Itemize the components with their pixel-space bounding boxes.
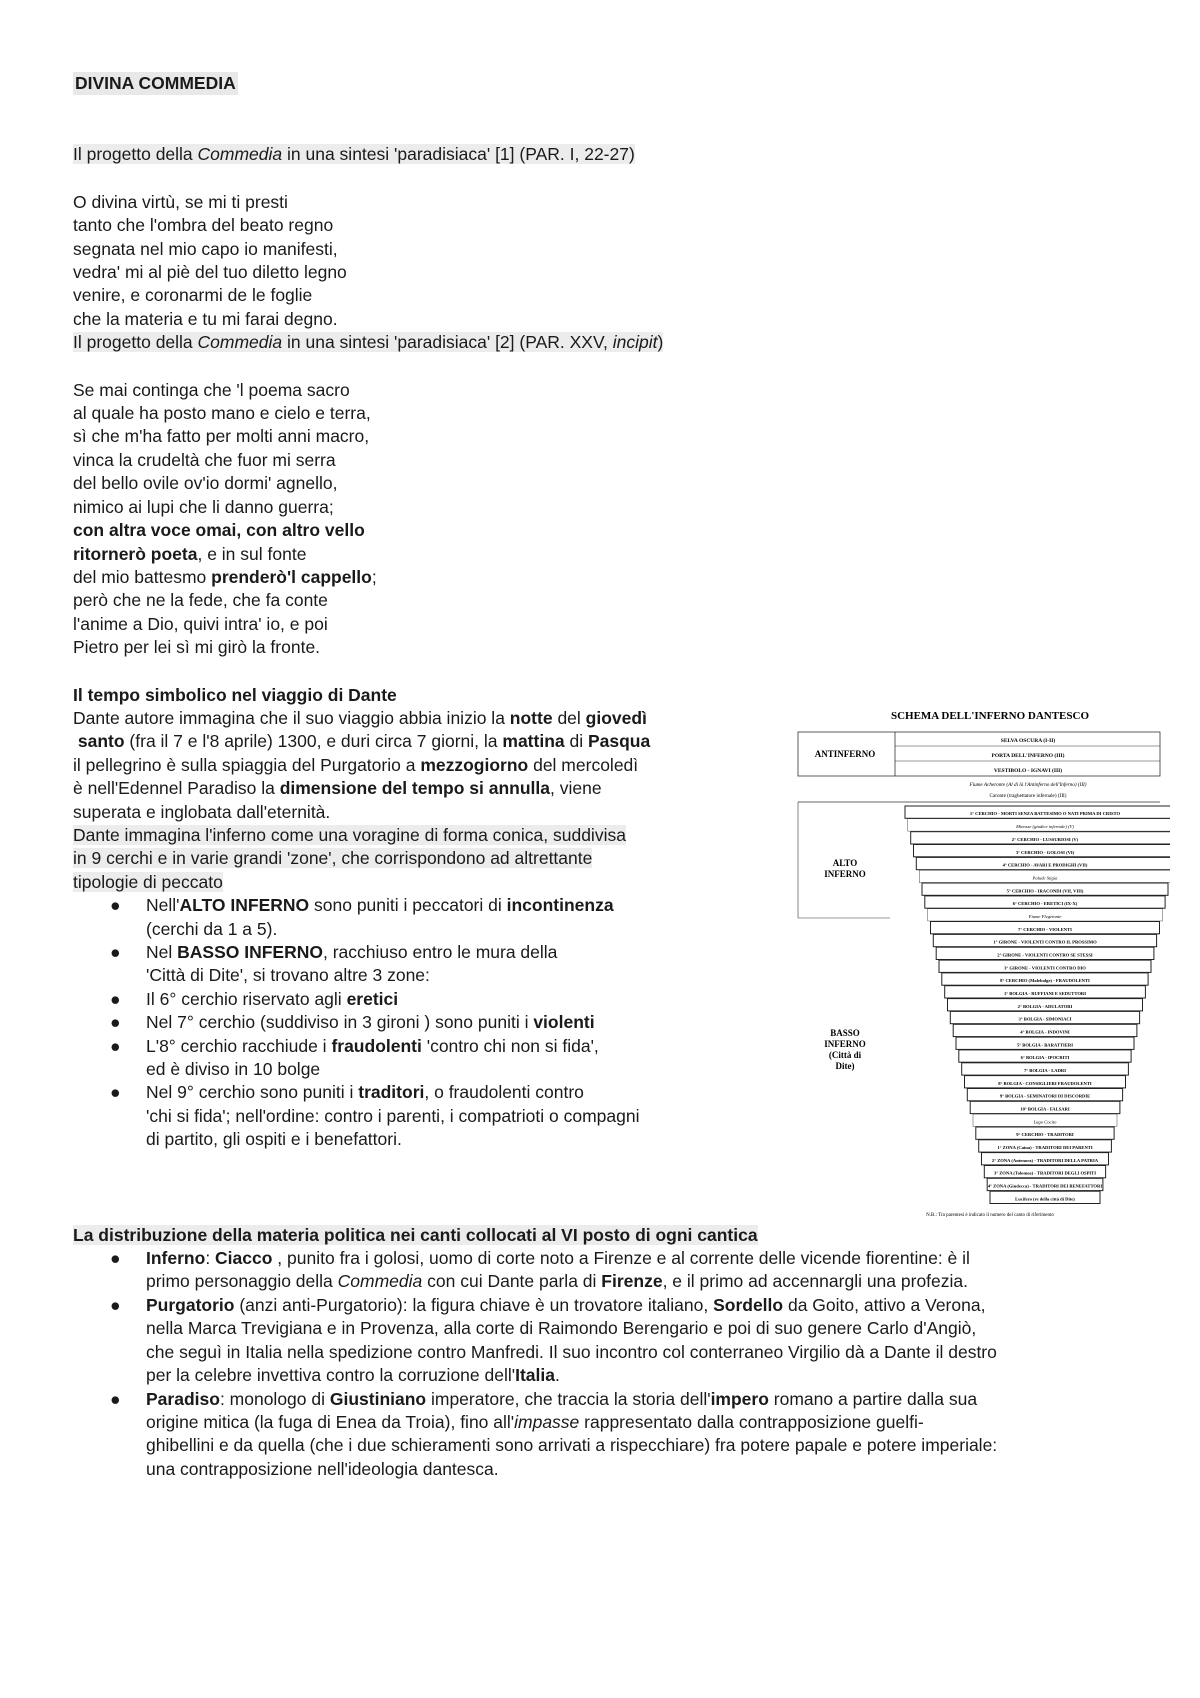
- funnel-level-label: 5° BOLGIA - BARATTIERI: [1017, 1042, 1073, 1048]
- list-item: ● Purgatorio (anzi anti-Purgatorio): la figura chiave è un trovatore italiano, Sordello da Goito, attivo a Verona, nella Marca Trevigiana e in Provenza, alla corte di Raimondo Berengario e poi di suo genere Carlo d'Angiò, che seguì in Italia nella spedizione contro Manfredi. Il suo incontro col conterraneo Virgilio dà a Dante il destro per la celebre invettiva contro la corruzione dell'Italia.: [110, 1294, 997, 1386]
- verse: al quale ha posto mano e cielo e terra,: [73, 403, 371, 424]
- paragraph-line: superata e inglobata dall'eternità.: [73, 801, 331, 822]
- verse: vedra' mi al piè del tuo diletto legno: [73, 262, 347, 283]
- paragraph-line: Dante immagina l'inferno come una voragine di forma conica, suddivisa: [73, 824, 626, 845]
- antinferno-row: PORTA DELL'INFERNO (III): [991, 753, 1065, 759]
- funnel-level-label: 3° ZONA (Tolomea) - TRADITORI DEGLI OSPITI: [993, 1170, 1097, 1176]
- inferno-bullet-list: [73, 894, 773, 1151]
- bullet-icon: ●: [110, 988, 121, 1009]
- funnel-level-label: 8° CERCHIO (Malebolge) - FRAUDOLENTI: [1000, 978, 1090, 984]
- funnel-level-label: Lucifero (re della città di Dite): [1015, 1196, 1075, 1202]
- funnel-level-label: 2° CERCHIO - LUSSURIOSI (V): [1011, 836, 1079, 842]
- verse: sì che m'ha fatto per molti anni macro,: [73, 426, 370, 447]
- list-item: ● Nel 7° cerchio (suddiviso in 3 gironi ) sono puniti i violenti: [73, 1011, 773, 1034]
- funnel-level-label: 3° GIRONE - VIOLENTI CONTRO DIO: [1004, 965, 1086, 971]
- paragraph-line: Dante autore immagina che il suo viaggio abbia inizio la notte del giovedì: [73, 707, 647, 728]
- basso-inferno-label: (Città di: [828, 1050, 862, 1060]
- funnel-level-label: 2° GIRONE - VIOLENTI CONTRO SE STESSI: [997, 952, 1093, 958]
- funnel-level-label: Palude Stigia: [1032, 875, 1058, 881]
- paragraph-line: santo (fra il 7 e l'8 aprile) 1300, e duri circa 7 giorni, la mattina di Pasqua: [77, 731, 651, 752]
- verse: nimico ai lupi che li danno guerra;: [73, 496, 334, 517]
- list-item: ● Inferno: Ciacco , punito fra i golosi, uomo di corte noto a Firenze e al corrente delle vicende fiorentine: è il primo personaggio della Commedia con cui Dante parla di Firenze, e il primo ad accennargli una profezia.: [110, 1248, 970, 1292]
- funnel-level-label: 1° CERCHIO - MORTI SENZA BATTESIMO O NATI PRIMA DI CRISTO: [969, 811, 1121, 817]
- funnel-level-label: 1° ZONA (Caina) - TRADITORI DEI PARENTI: [997, 1145, 1093, 1151]
- verse: Se mai continga che 'l poema sacro: [73, 379, 350, 400]
- figure-note: N.B.: Tra parentesi è indicato il numero del canto di riferimento: [926, 1213, 1054, 1218]
- section3-heading: Il tempo simbolico nel viaggio di Dante: [73, 684, 397, 705]
- antinferno-row: VESTIBOLO - IGNAVI (III): [993, 768, 1063, 774]
- paragraph-line: tipologie di peccato: [73, 871, 223, 892]
- list-item: ● L'8° cerchio racchiude i fraudolenti 'contro chi non si fida', ed è diviso in 10 bolge: [110, 1035, 599, 1080]
- funnel-level-label: 7° BOLGIA - LADRI: [1023, 1068, 1067, 1073]
- section4-heading: La distribuzione della materia politica nei canti collocati al VI posto di ogni cantica: [73, 1224, 758, 1245]
- antinferno-row: SELVA OSCURA (I-II): [1000, 738, 1056, 744]
- funnel-level-label: 9° CERCHIO - TRADITORI: [1016, 1132, 1074, 1138]
- paragraph-line: in 9 cerchi e in varie grandi 'zone', che corrispondono ad altrettante: [73, 848, 593, 869]
- section2-verses: [73, 379, 1133, 660]
- inferno-funnel: [905, 806, 1170, 1204]
- bullet-icon: ●: [110, 1248, 121, 1269]
- bullet-icon: ●: [110, 1294, 121, 1315]
- verse: con altra voce omai, con altro vello: [73, 520, 365, 541]
- funnel-level-label: 2° BOLGIA - ADULATORI: [1017, 1003, 1073, 1009]
- verse: tanto che l'ombra del beato regno: [73, 215, 334, 236]
- list-item: ● Nell'ALTO INFERNO sono puniti i peccatori di incontinenza (cerchi da 1 a 5).: [110, 895, 614, 939]
- bullet-icon: ●: [110, 1012, 121, 1033]
- politics-bullet-list: [73, 1247, 1133, 1481]
- inferno-schema-figure: [790, 706, 1170, 1221]
- verse: Pietro per lei sì mi girò la fronte.: [73, 637, 321, 658]
- verse: l'anime a Dio, quivi intra' io, e poi: [73, 613, 328, 634]
- verse: vinca la crudeltà che fuor mi serra: [73, 449, 336, 470]
- funnel-level-label: Fiume Flegetonte: [1028, 914, 1062, 919]
- funnel-level-label: 10° BOLGIA - FALSARI: [1020, 1106, 1070, 1112]
- funnel-level-label: 7° CERCHIO - VIOLENTI: [1018, 926, 1072, 932]
- section1-heading: Il progetto della Commedia in una sintesi 'paradisiaca' [1] (PAR. I, 22-27): [73, 144, 635, 165]
- funnel-level-label: 2° ZONA (Antenora) - TRADITORI DELLA PATRIA: [991, 1157, 1099, 1163]
- verse: che la materia e tu mi farai degno.: [73, 308, 338, 329]
- funnel-level-label: 1° GIRONE - VIOLENTI CONTRO IL PROSSIMO: [993, 939, 1097, 945]
- list-item: ● Paradiso: monologo di Giustiniano imperatore, che traccia la storia dell'impero romano a partire dalla sua origine mitica (la fuga di Enea da Troia), fino all'impasse rappresentato dalla contrapposizione guelfi- ghibellini e da quella (che i due schieramenti sono arrivati a rispecchiare) fra potere papale e potere imperiale: una contrapposizione nell'ideologia dantesca.: [110, 1388, 998, 1479]
- verse: O divina virtù, se mi ti presti: [73, 191, 288, 212]
- section2-heading: Il progetto della Commedia in una sintesi 'paradisiaca' [2] (PAR. XXV, incipit): [73, 332, 664, 353]
- list-item: ● Nel 9° cerchio sono puniti i traditori, o fraudolenti contro 'chi si fida'; nell'ordine: contro i parenti, i compatrioti o compagni di partito, gli ospiti e i benefattori.: [110, 1082, 640, 1150]
- alto-inferno-label: ALTO: [832, 858, 858, 868]
- inferno-schema-diagram: [790, 706, 1170, 1221]
- alto-inferno-label: INFERNO: [824, 869, 866, 879]
- funnel-level-label: Minosse (giudice infernale) (V): [1016, 824, 1074, 830]
- funnel-level-label: 5° CERCHIO - IRACONDI (VII, VIII): [1006, 888, 1084, 894]
- paragraph-line: il pellegrino è sulla spiaggia del Purgatorio a mezzogiorno del mercoledì: [73, 754, 639, 775]
- basso-inferno-label: Dite): [835, 1061, 855, 1071]
- bullet-icon: ●: [110, 1035, 121, 1056]
- funnel-level-label: 6° BOLGIA - IPOCRITI: [1020, 1055, 1070, 1061]
- funnel-level-label: 8° BOLGIA - CONSIGLIERI FRAUDOLENTI: [998, 1080, 1092, 1086]
- river-label: Fiume Acheronte (Al di là l'Antinferno dell'Inferno) (III): [969, 782, 1087, 788]
- paragraph-line: è nell'Edennel Paradiso la dimensione del tempo si annulla, viene: [73, 778, 602, 799]
- antinferno-label: ANTINFERNO: [814, 749, 876, 759]
- list-item: ● Il 6° cerchio riservato agli eretici: [73, 988, 773, 1011]
- bullet-icon: ●: [110, 1388, 121, 1409]
- funnel-level-label: 3° CERCHIO - GOLOSI (VI): [1015, 849, 1075, 855]
- funnel-level-label: Lago Cocito: [1033, 1119, 1057, 1125]
- section1-verses: [73, 191, 1133, 331]
- funnel-level-label: 4° CERCHIO - AVARI E PRODIGHI (VII): [1002, 862, 1088, 868]
- basso-inferno-label: BASSO: [830, 1028, 860, 1038]
- verse: venire, e coronarmi de le foglie: [73, 285, 313, 306]
- funnel-level-label: 4° BOLGIA - INDOVINI: [1020, 1029, 1070, 1035]
- funnel-level-label: 1° BOLGIA - RUFFIANI E SEDUTTORI: [1003, 991, 1087, 996]
- funnel-level-label: 3° BOLGIA - SIMONIACI: [1018, 1016, 1072, 1022]
- document-title: DIVINA COMMEDIA: [73, 72, 238, 95]
- verse: segnata nel mio capo io manifesti,: [73, 238, 338, 259]
- bullet-icon: ●: [110, 1082, 121, 1103]
- bullet-icon: ●: [110, 895, 121, 916]
- basso-inferno-label: INFERNO: [824, 1039, 866, 1049]
- verse: del bello ovile ov'io dormi' agnello,: [73, 473, 338, 494]
- verse: però che ne la fede, che fa conte: [73, 590, 328, 611]
- funnel-level-label: 4° ZONA (Giudecca) - TRADITORI DEI BENEFATTORI: [987, 1183, 1103, 1189]
- bullet-icon: ●: [110, 942, 121, 962]
- figure-title: SCHEMA DELL'INFERNO DANTESCO: [890, 710, 1090, 722]
- verse: ritornerò poeta, e in sul fonte: [73, 543, 307, 564]
- verse: del mio battesmo prenderò'l cappello;: [73, 566, 377, 587]
- list-item: ● Nel BASSO INFERNO, racchiuso entro le mura della 'Città di Dite', si trovano altre 3 zone:: [110, 942, 558, 986]
- funnel-level-label: 6° CERCHIO - ERETICI (IX-X): [1012, 901, 1078, 907]
- caronte-label: Caronte (traghettatore infernale) (III): [989, 793, 1067, 799]
- funnel-level-label: 9° BOLGIA - SEMINATORI DI DISCORDIE: [999, 1093, 1091, 1099]
